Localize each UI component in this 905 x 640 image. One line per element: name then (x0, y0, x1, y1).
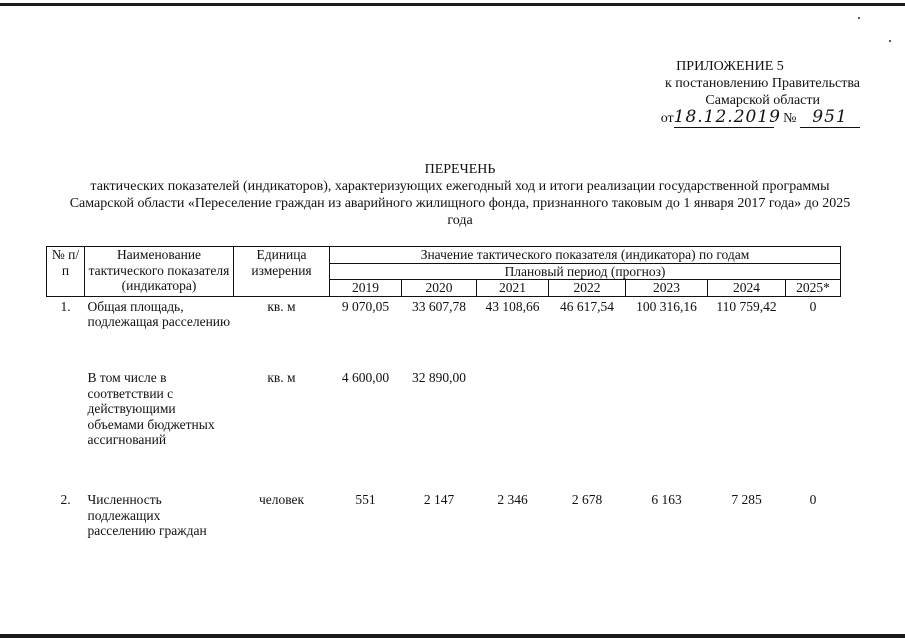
row-number: 1. (60, 298, 71, 314)
row-value: 46 617,54 (560, 298, 614, 314)
appendix-block (560, 58, 860, 128)
document-heading (60, 161, 860, 229)
date-handwritten: 18.12.2019 (673, 107, 781, 127)
header-year: 2022 (549, 280, 626, 297)
header-values-by-year: Значение тактического показателя (индикатора) по годам (330, 247, 841, 264)
row-value: 2 678 (571, 492, 603, 507)
number-prefix: № (783, 111, 797, 126)
row-value: 0 (809, 492, 817, 507)
row-value: 4 600,00 (341, 370, 390, 385)
row-unit: кв. м (267, 370, 296, 385)
row-value (708, 368, 786, 490)
indicators-table (46, 246, 841, 541)
row-value: 2 346 (497, 492, 528, 507)
row-value (549, 368, 626, 490)
row-value: 551 (355, 492, 376, 507)
scan-top-edge (0, 3, 905, 6)
scan-speck (889, 40, 891, 42)
scan-bottom-edge (0, 634, 905, 638)
header-year: 2021 (477, 280, 549, 297)
header-indicator-name: Наименование тактического показателя (индикатора) (85, 247, 234, 297)
appendix-title: ПРИЛОЖЕНИЕ 5 (676, 59, 784, 74)
appendix-date-line (560, 109, 860, 128)
row-indicator-name: В том числе в соответствии с действующими объемами бюджетных ассигнований (87, 370, 215, 447)
heading-title: ПЕРЕЧЕНЬ (424, 162, 496, 177)
header-number: № п/п (47, 247, 85, 297)
row-value: 32 890,00 (412, 370, 466, 385)
header-unit: Единица измерения (234, 247, 330, 297)
table-row (47, 368, 841, 490)
header-year: 2020 (402, 280, 477, 297)
row-number (47, 368, 85, 490)
heading-subtitle: тактических показателей (индикаторов), характеризующих ежегодный ход и итоги реализации государственной программы Самарской области «Переселение граждан из аварийного жилищного фонда, признанного таковым до 1 января 2017 года» до 2025 года (69, 179, 851, 228)
appendix-line-region: Самарской области (705, 93, 820, 108)
header-year: 2023 (626, 280, 708, 297)
row-value (786, 368, 841, 490)
date-prefix: от (660, 111, 674, 126)
row-indicator-name: Общая площадь, подлежащая расселению (87, 298, 231, 329)
row-value: 100 316,16 (636, 298, 697, 314)
row-value: 2 147 (423, 492, 455, 507)
row-value: 7 285 (731, 492, 762, 507)
header-planning-period: Плановый период (прогноз) (330, 263, 841, 280)
row-value: 110 759,42 (716, 298, 777, 314)
header-year: 2025* (786, 280, 841, 297)
row-value: 9 070,05 (341, 298, 390, 314)
row-value: 43 108,66 (485, 298, 540, 314)
row-unit: человек (258, 492, 305, 507)
row-value: 0 (809, 298, 817, 314)
row-unit: кв. м (267, 298, 296, 314)
row-number: 2. (60, 492, 71, 507)
row-indicator-name: Численность подлежащих расселению граждан (87, 492, 207, 538)
appendix-line-resolution: к постановлению Правительства (664, 76, 860, 91)
scan-speck (858, 17, 860, 19)
row-value (626, 368, 708, 490)
row-value (477, 368, 549, 490)
number-handwritten: 951 (800, 109, 860, 128)
header-year: 2024 (708, 280, 786, 297)
table-row (47, 296, 841, 368)
table-row (47, 490, 841, 541)
row-value: 33 607,78 (412, 298, 466, 314)
row-value: 6 163 (651, 492, 682, 507)
header-year: 2019 (330, 280, 402, 297)
